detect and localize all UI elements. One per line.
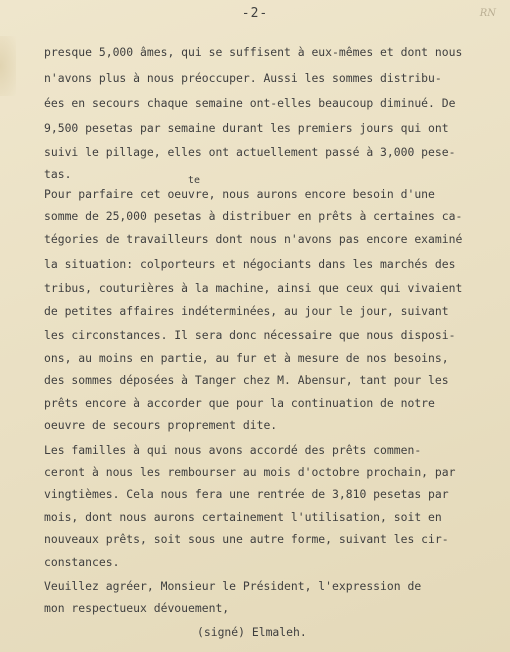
text-line: ceront à nous les rembourser au mois d'octobre prochain, par	[44, 465, 456, 479]
text-line: la situation: colporteurs et négociants dans les marchés des	[44, 257, 456, 271]
paper-stain	[0, 36, 16, 96]
superscript-correction: te	[188, 175, 201, 186]
text-line: 9,500 pesetas par semaine durant les premiers jours qui ont	[44, 121, 449, 135]
text-line: Pour parfaire cet oeuvre, nous aurons encore besoin d'une	[44, 187, 435, 201]
text-line: ons, au moins en partie, au fur et à mesure de nos besoins,	[44, 351, 449, 365]
text-line: ées en secours chaque semaine ont-elles beaucoup diminué. De	[44, 96, 456, 110]
text-line: constances.	[44, 555, 120, 569]
text-line: nouveaux prêts, soit sous une autre forme, suivant les cir-	[44, 532, 449, 546]
text-line: presque 5,000 âmes, qui se suffisent à eux-mêmes et dont nous	[44, 45, 463, 59]
text-line: somme de 25,000 pesetas à distribuer en prêts à certaines ca-	[44, 209, 463, 223]
text-line: tégories de travailleurs dont nous n'avons pas encore examiné	[44, 232, 463, 246]
text-line: Les familles à qui nous avons accordé des prêts commen-	[44, 443, 422, 457]
text-line: suivi le pillage, elles ont actuellement passé à 3,000 pese-	[44, 145, 456, 159]
text-line: n'avons plus à nous préoccuper. Aussi les sommes distribu-	[44, 71, 442, 85]
text-line: prêts encore à accorder que pour la continuation de notre	[44, 396, 435, 410]
text-line: des sommes déposées à Tanger chez M. Abensur, tant pour les	[44, 373, 449, 387]
signature: (signé) Elmaleh.	[197, 625, 307, 639]
corner-mark: RN	[479, 8, 496, 19]
text-line: tas.	[44, 167, 72, 181]
text-line: mois, dont nous aurons certainement l'utilisation, soit en	[44, 510, 442, 524]
text-line: tribus, couturières à la machine, ainsi que ceux qui vivaient	[44, 281, 463, 295]
text-line: Veuillez agréer, Monsieur le Président, l'expression de	[44, 579, 422, 593]
text-line: mon respectueux dévouement,	[44, 601, 230, 615]
text-line: oeuvre de secours proprement dite.	[44, 418, 278, 432]
page-number: -2-	[241, 6, 269, 21]
text-line: de petites affaires indéterminées, au jour le jour, suivant	[44, 304, 449, 318]
text-line: vingtièmes. Cela nous fera une rentrée de 3,810 pesetas par	[44, 487, 449, 501]
text-line: les circonstances. Il sera donc nécessaire que nous disposi-	[44, 328, 456, 342]
